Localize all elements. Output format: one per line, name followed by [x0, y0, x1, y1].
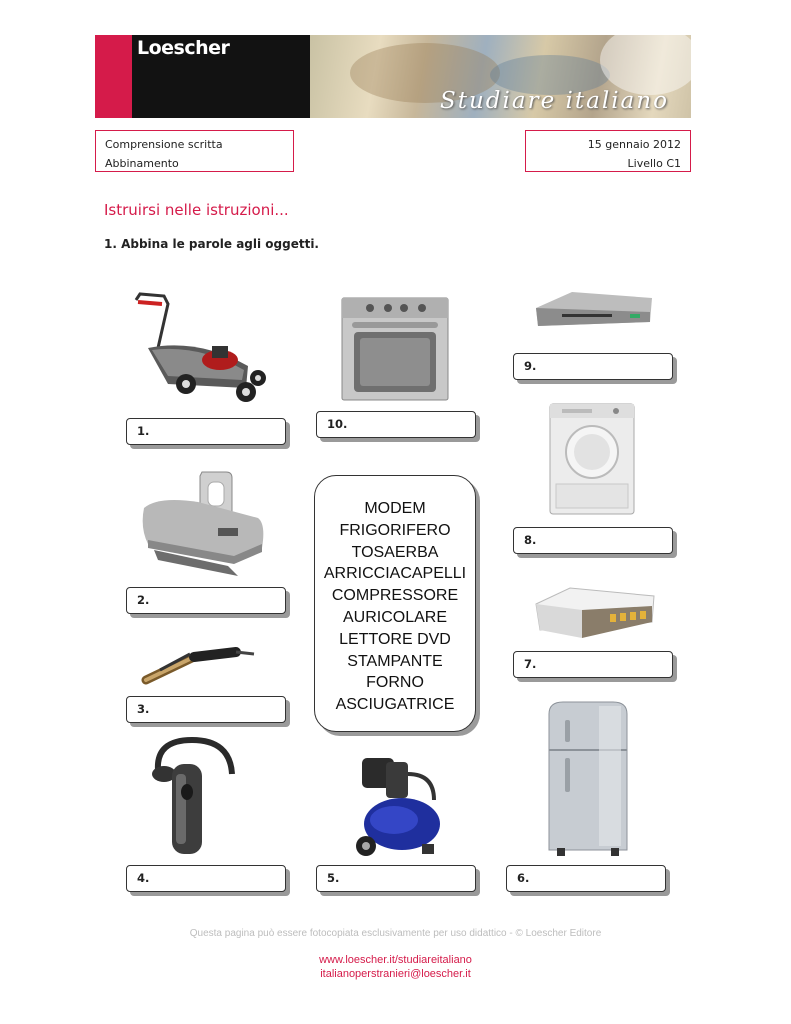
answer-box-10[interactable] [316, 411, 476, 438]
modem-icon [530, 582, 658, 644]
activity-type: Comprensione scritta [105, 138, 223, 151]
date: 15 gennaio 2012 [587, 138, 681, 151]
answer-number: 7. [524, 657, 537, 671]
word-item: FORNO [366, 674, 424, 692]
answer-number: 8. [524, 533, 537, 547]
answer-number: 2. [137, 593, 150, 607]
word-list [315, 498, 475, 716]
exercise-instruction: 1. Abbina le parole agli oggetti. [104, 237, 319, 251]
website-link[interactable]: www.loescher.it/studiareitaliano [319, 954, 472, 966]
answer-box-8[interactable] [513, 527, 673, 554]
brand-logo: Loescher [137, 37, 230, 59]
dryer-icon [546, 400, 638, 518]
compressor-icon [346, 750, 446, 862]
word-item: FRIGORIFERO [339, 521, 451, 539]
answer-number: 5. [327, 871, 340, 885]
page-title: Istruirsi nelle istruzioni... [104, 201, 289, 219]
answer-box-9[interactable] [513, 353, 673, 380]
lawnmower-icon [128, 288, 273, 406]
answer-box-5[interactable] [316, 865, 476, 892]
email-link[interactable]: italianoperstranieri@loescher.it [320, 968, 471, 980]
series-title: Studiare italiano [440, 88, 669, 114]
answer-number: 10. [327, 417, 348, 431]
answer-box-4[interactable] [126, 865, 286, 892]
dvd-player-icon [532, 282, 656, 338]
answer-box-7[interactable] [513, 651, 673, 678]
activity-info-box [95, 130, 294, 172]
word-item: LETTORE DVD [339, 630, 451, 648]
curling-iron-icon [140, 644, 258, 688]
answer-box-6[interactable] [506, 865, 666, 892]
word-item: TOSAERBA [351, 543, 439, 561]
answer-number: 4. [137, 871, 150, 885]
printer-icon [138, 468, 266, 580]
answer-box-3[interactable] [126, 696, 286, 723]
copyright-note: Questa pagina può essere fotocopiata esclusivamente per uso didattico - © Loescher Editore [189, 928, 602, 939]
fridge-icon [543, 700, 631, 858]
word-item: AURICOLARE [342, 608, 448, 626]
word-item: MODEM [364, 500, 426, 517]
answer-box-1[interactable] [126, 418, 286, 445]
answer-number: 3. [137, 702, 150, 716]
word-bank [314, 475, 476, 732]
answer-number: 1. [137, 424, 150, 438]
activity-subtype: Abbinamento [105, 157, 179, 170]
date-level-box [525, 130, 691, 172]
earpiece-icon [140, 734, 240, 858]
answer-box-2[interactable] [126, 587, 286, 614]
word-item: STAMPANTE [347, 652, 443, 670]
word-item: ARRICCIACAPELLI [323, 565, 467, 583]
banner-red-stripe [95, 35, 132, 118]
header-banner [95, 35, 691, 118]
word-item: ASCIUGATRICE [335, 696, 455, 714]
word-item: COMPRESSORE [331, 587, 459, 605]
answer-number: 6. [517, 871, 530, 885]
oven-icon [340, 296, 450, 402]
level: Livello C1 [627, 157, 681, 170]
answer-number: 9. [524, 359, 537, 373]
